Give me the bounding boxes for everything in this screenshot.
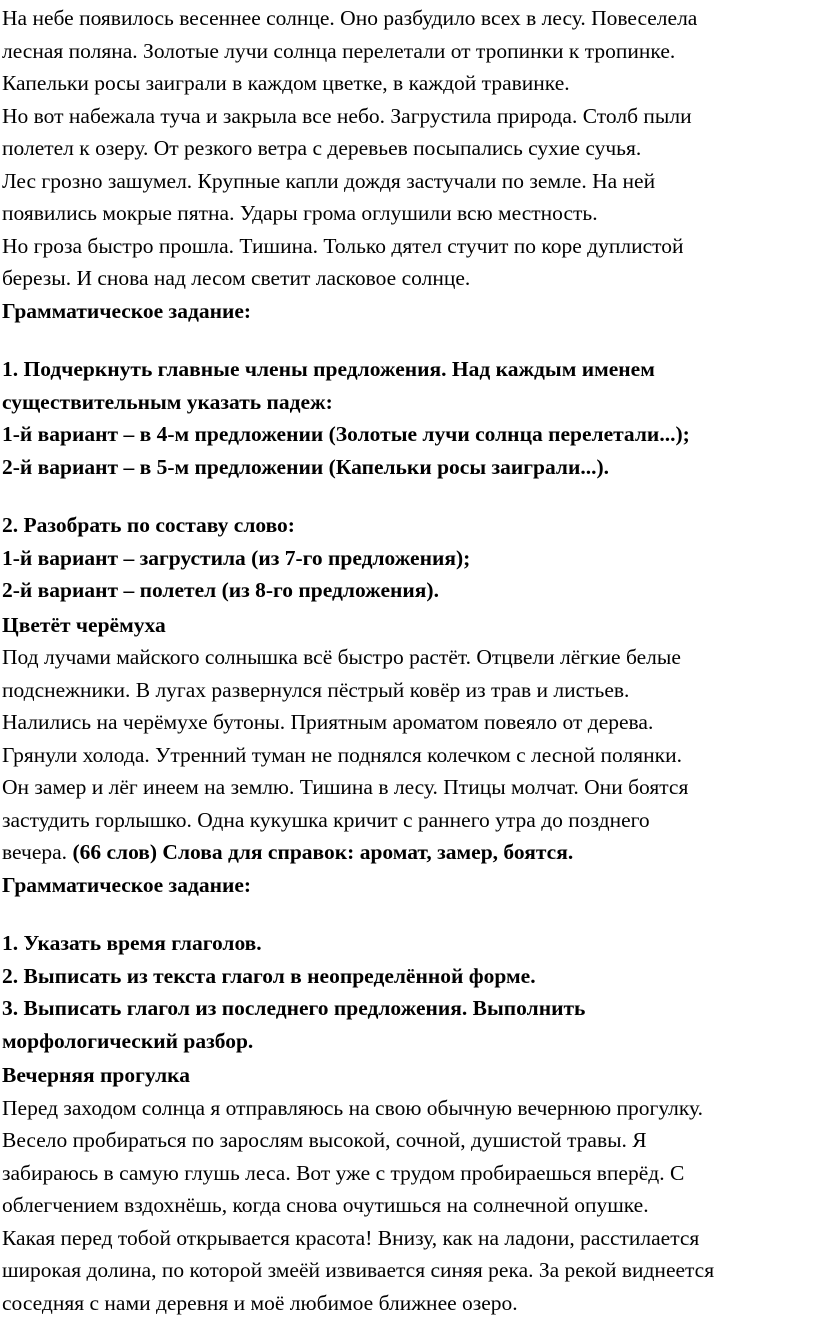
text-line: На небе появилось весеннее солнце. Оно разбудило всех в лесу. Повеселела — [2, 2, 816, 35]
grammar-task-1 — [2, 353, 816, 483]
text-line: Какая перед тобой открывается красота! Внизу, как на ладони, расстилается — [2, 1222, 816, 1255]
text-line: забираюсь в самую глушь леса. Вот уже с трудом пробираешься вперёд. С — [2, 1157, 816, 1190]
text-line: соседняя с нами деревня и моё любимое ближнее озеро. — [2, 1287, 816, 1319]
text-line: застудить горлышко. Одна кукушка кричит с раннего утра до позднего — [2, 804, 816, 837]
text-line: березы. И снова над лесом светит ласковое солнце. — [2, 262, 816, 295]
text-line: Под лучами майского солнышка всё быстро растёт. Отцвели лёгкие белые — [2, 641, 816, 674]
task-line: 1. Указать время глаголов. — [2, 927, 816, 960]
task-line: 1-й вариант – в 4-м предложении (Золотые лучи солнца перелетали...); — [2, 418, 816, 451]
text-fragment: вечера. — [2, 840, 72, 864]
task-line: 2. Выписать из текста глагол в неопределённой форме. — [2, 960, 816, 993]
text-line: Он замер и лёг инеем на землю. Тишина в лесу. Птицы молчат. Они боятся — [2, 771, 816, 804]
word-count-and-hints: (66 слов) Слова для справок: аромат, замер, боятся. — [72, 840, 573, 864]
text-line: широкая долина, по которой змеёй извивается синяя река. За рекой виднеется — [2, 1254, 816, 1287]
text-line: Но гроза быстро прошла. Тишина. Только дятел стучит по коре дуплистой — [2, 230, 816, 263]
spacer — [2, 901, 816, 927]
text-line: Капельки росы заиграли в каждом цветке, в каждой травинке. — [2, 67, 816, 100]
section-2-text — [2, 641, 816, 869]
text-line: полетел к озеру. От резкого ветра с деревьев посыпались сухие сучья. — [2, 132, 816, 165]
text-line: лесная поляна. Золотые лучи солнца перелетали от тропинки к тропинке. — [2, 35, 816, 68]
grammar-task-list — [2, 927, 816, 1057]
task-line: 1. Подчеркнуть главные члены предложения. Над каждым именем — [2, 353, 816, 386]
spacer — [2, 483, 816, 509]
grammar-task-heading: Грамматическое задание: — [2, 295, 816, 328]
spacer — [2, 327, 816, 353]
text-line: подснежники. В лугах развернулся пёстрый ковёр из трав и листьев. — [2, 674, 816, 707]
text-line: появились мокрые пятна. Удары грома оглушили всю местность. — [2, 197, 816, 230]
task-line: 2. Разобрать по составу слово: — [2, 509, 816, 542]
text-line-mixed — [2, 836, 816, 869]
text-line: Налились на черёмухе бутоны. Приятным ароматом повеяло от дерева. — [2, 706, 816, 739]
text-line: Лес грозно зашумел. Крупные капли дождя застучали по земле. На ней — [2, 165, 816, 198]
text-line: облегчением вздохнёшь, когда снова очутишься на солнечной опушке. — [2, 1189, 816, 1222]
text-line: Грянули холода. Утренний туман не поднялся колечком с лесной полянки. — [2, 739, 816, 772]
section-3-text — [2, 1092, 816, 1319]
task-line: существительным указать падеж: — [2, 386, 816, 419]
task-line: 2-й вариант – в 5-м предложении (Капельки росы заиграли...). — [2, 451, 816, 484]
grammar-task-2 — [2, 509, 816, 607]
document-page — [0, 2, 816, 1267]
section-1-text — [2, 2, 816, 295]
grammar-task-heading: Грамматическое задание: — [2, 869, 816, 902]
text-line: Но вот набежала туча и закрыла все небо. Загрустила природа. Столб пыли — [2, 100, 816, 133]
task-line: морфологический разбор. — [2, 1025, 816, 1058]
section-2-title: Цветёт черёмуха — [2, 609, 816, 642]
task-line: 1-й вариант – загрустила (из 7-го предложения); — [2, 542, 816, 575]
section-3-title: Вечерняя прогулка — [2, 1059, 816, 1092]
text-line: Весело пробираться по зарослям высокой, сочной, душистой травы. Я — [2, 1124, 816, 1157]
task-line: 3. Выписать глагол из последнего предложения. Выполнить — [2, 992, 816, 1025]
text-line: Перед заходом солнца я отправляюсь на свою обычную вечернюю прогулку. — [2, 1092, 816, 1125]
task-line: 2-й вариант – полетел (из 8-го предложения). — [2, 574, 816, 607]
